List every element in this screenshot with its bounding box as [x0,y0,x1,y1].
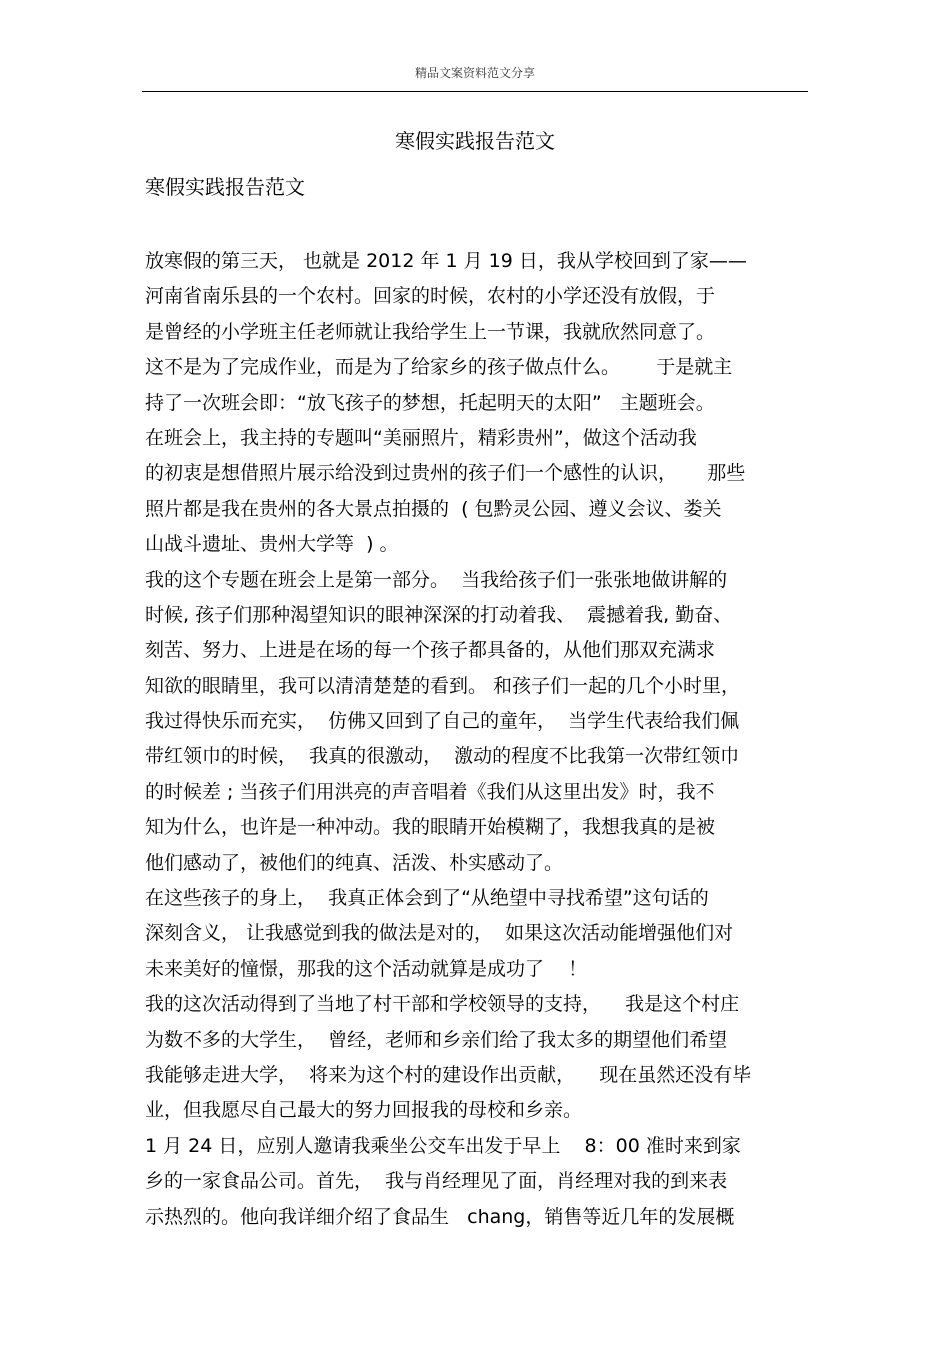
text-line: 未来美好的憧憬，那我的这个活动就算是成功了 ！ [145,957,588,980]
text-line: 我能够走进大学， 将来为这个村的建设作出贡献， 现在虽然还没有毕 [145,1063,752,1086]
text-line: 的初衷是想借照片展示给没到过贵州的孩子们一个感性的认识， 那些 [145,462,746,485]
text-line: 在这些孩子的身上， 我真正体会到了“从绝望中寻找希望”这句话的 [145,887,709,910]
text-line: 刻苦、努力、上进是在场的每一个孩子都具备的，从他们那双充满求 [145,639,716,662]
text-line: 我过得快乐而充实， 仿佛又回到了自己的童年， 当学生代表给我们佩 [145,710,740,733]
text-line: 我的这个专题在班会上是第一部分。 当我给孩子们一张张地做讲解的 [145,568,728,591]
text-line: 放寒假的第三天， 也就是 2012 年 1 月 19 日，我从学校回到了家—— [145,250,747,272]
text-line: 山战斗遗址、贵州大学等 ) 。 [145,533,399,556]
text-line: 我的这次活动得到了当地了村干部和学校领导的支持， 我是这个村庄 [145,993,740,1016]
text-line: 他们感动了，被他们的纯真、活泼、朴实感动了。 [145,851,564,874]
text-line: 是曾经的小学班主任老师就让我给学生上一节课，我就欣然同意了。 [145,320,716,343]
text-line: 知欲的眼睛里，我可以清清楚楚的看到。 和孩子们一起的几个小时里， [145,674,741,697]
text-line: 在班会上，我主持的专题叫“美丽照片，精彩贵州”，做这个活动我 [145,426,697,449]
text-line: 乡的一家食品公司。首先， 我与肖经理见了面，肖经理对我的到来表 [145,1170,728,1193]
document-title: 寒假实践报告范文 [395,129,555,153]
text-line: 1 月 24 日，应别人邀请我乘坐公交车出发于早上 8：00 准时来到家 [145,1134,741,1157]
text-line: 深刻含义， 让我感觉到我的做法是对的， 如果这次活动能增强他们对 [145,922,734,945]
document-subtitle: 寒假实践报告范文 [145,175,305,199]
text-line: 持了一次班会即：“放飞孩子的梦想，托起明天的太阳” 主题班会。 [145,391,715,414]
text-line: 的时候差 ; 当孩子们用洪亮的声音唱着《我们从这里出发》时，我不 [145,780,715,803]
header-divider [142,91,808,92]
text-line: 知为什么，也许是一种冲动。我的眼睛开始模糊了，我想我真的是被 [145,816,716,839]
page-header: 精品文案资料范文分享 [414,66,535,80]
text-line: 业，但我愿尽自己最大的努力回报我的母校和乡亲。 [145,1099,583,1122]
text-line: 带红领巾的时候， 我真的很激动， 激动的程度不比我第一次带红领巾 [145,745,740,768]
text-line: 这不是为了完成作业，而是为了给家乡的孩子做点什么。 于是就主 [145,356,733,379]
text-line: 照片都是我在贵州的各大景点拍摄的 ( 包黔灵公园、遵义会议、娄关 [145,497,722,520]
document-body [145,244,825,1235]
text-line: 时候, 孩子们那种渴望知识的眼神深深的打动着我、 震撼着我, 勤奋、 [145,603,733,626]
text-line: 为数不多的大学生， 曾经，老师和乡亲们给了我太多的期望他们希望 [145,1028,728,1051]
text-line: 示热烈的。他向我详细介绍了食品生 chang，销售等近几年的发展概 [145,1205,735,1228]
text-line: 河南省南乐县的一个农村。回家的时候，农村的小学还没有放假，于 [145,285,716,308]
